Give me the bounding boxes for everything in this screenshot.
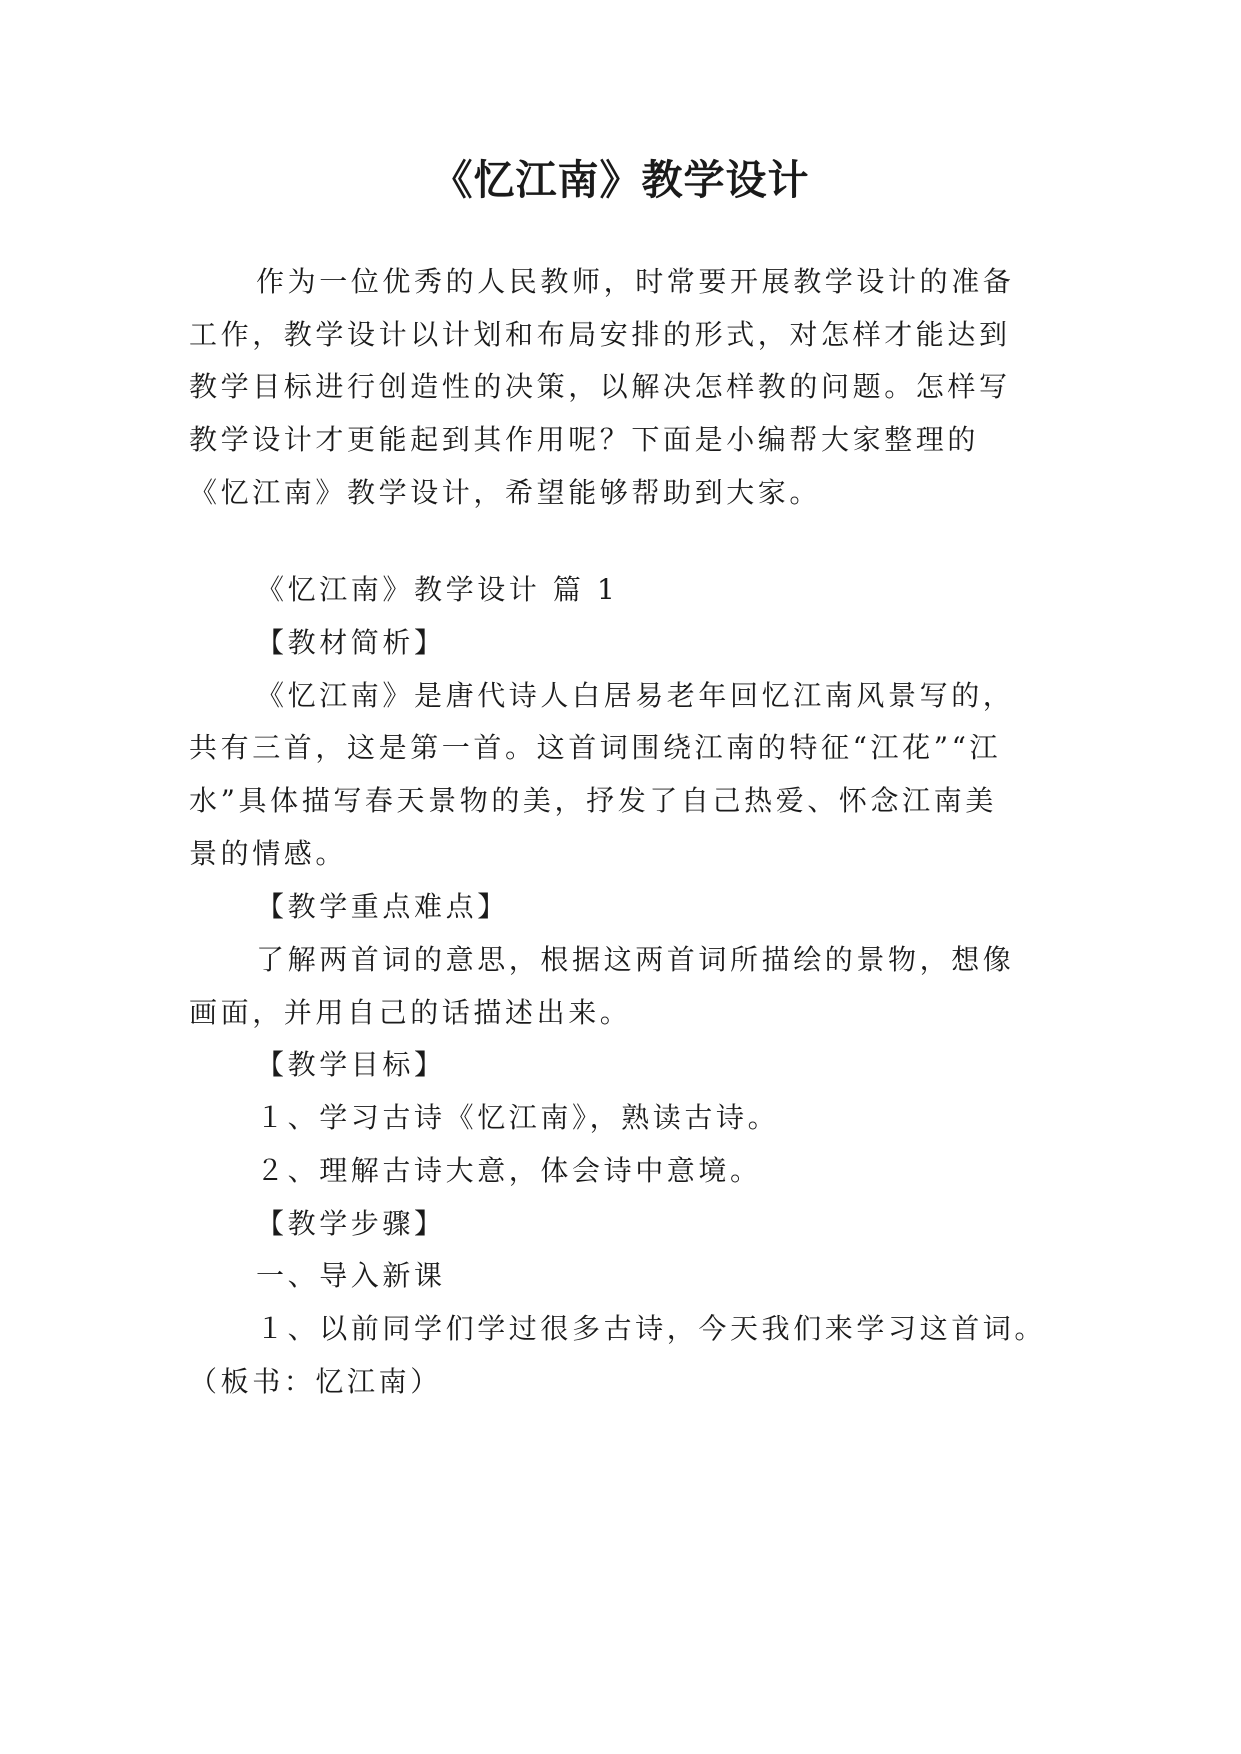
step-one-line: （板书：忆江南） [189, 1365, 442, 1398]
material-heading: 【教材简析】 [256, 626, 446, 659]
intro-line: 教学目标进行创造性的决策，以解决怎样教的问题。怎样写 [189, 370, 1011, 403]
material-line: 水”具体描写春天景物的美，抒发了自己热爱、怀念江南美 [189, 784, 997, 817]
material-line: 景的情感。 [189, 837, 348, 870]
keypoints-heading: 【教学重点难点】 [256, 890, 509, 923]
step-one-line: １、以前同学们学过很多古诗，今天我们来学习这首词。 [256, 1312, 1047, 1345]
material-line: 共有三首，这是第一首。这首词围绕江南的特征“江花”“江 [189, 731, 1002, 764]
section-heading: 《忆江南》教学设计 篇 1 [256, 573, 619, 606]
goals-heading: 【教学目标】 [256, 1048, 446, 1081]
goals-item: ２、理解古诗大意，体会诗中意境。 [256, 1154, 762, 1187]
intro-line: 作为一位优秀的人民教师，时常要开展教学设计的准备 [256, 265, 1015, 298]
goals-item: １、学习古诗《忆江南》，熟读古诗。 [256, 1101, 780, 1134]
steps-heading: 【教学步骤】 [256, 1207, 446, 1240]
document-title: 《忆江南》教学设计 [431, 156, 810, 204]
keypoints-line: 画面，并用自己的话描述出来。 [189, 996, 632, 1029]
step-one-heading: 一、导入新课 [256, 1259, 446, 1292]
intro-line: 教学设计才更能起到其作用呢？下面是小编帮大家整理的 [189, 423, 980, 456]
intro-line: 工作，教学设计以计划和布局安排的形式，对怎样才能达到 [189, 318, 1011, 351]
keypoints-line: 了解两首词的意思，根据这两首词所描绘的景物，想像 [256, 943, 1015, 976]
intro-line: 《忆江南》教学设计，希望能够帮助到大家。 [189, 476, 822, 509]
material-line: 《忆江南》是唐代诗人白居易老年回忆江南风景写的， [256, 679, 1015, 712]
